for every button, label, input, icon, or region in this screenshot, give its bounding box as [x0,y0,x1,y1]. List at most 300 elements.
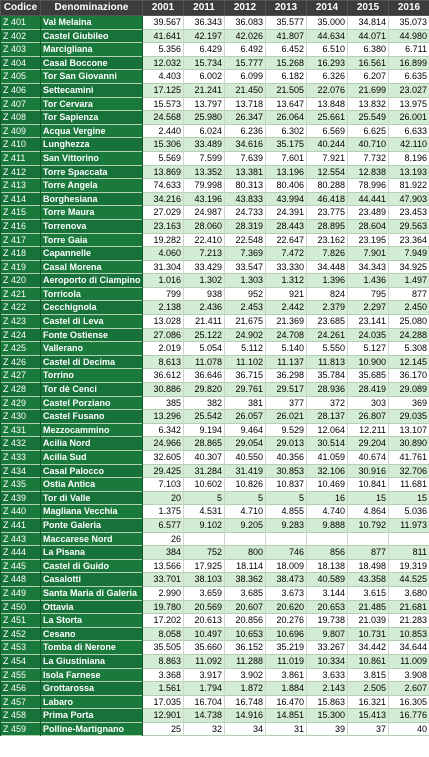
value-2014: 46.418 [307,192,348,206]
code-cell: Z 457 [1,695,41,709]
value-2001: 74.633 [143,179,184,193]
value-2011: 36.646 [184,369,225,383]
value-2013: 13.196 [266,165,307,179]
value-2001: 8.613 [143,355,184,369]
value-2016: 3.680 [389,586,429,600]
name-cell: Torre Spaccata [41,165,143,179]
name-cell: La Giustiniana [41,654,143,668]
value-2001: 35.505 [143,641,184,655]
value-2016: 6.635 [389,70,429,84]
table-row [1,179,429,193]
code-cell: Z 452 [1,627,41,641]
table-row [1,600,429,614]
value-2011: 25.122 [184,328,225,342]
table-row [1,138,429,152]
value-2016: 5.036 [389,505,429,519]
value-2013: 43.994 [266,192,307,206]
value-2001: 36.612 [143,369,184,383]
value-2015: 28.419 [348,383,389,397]
table-row [1,315,429,329]
value-2015: 18.498 [348,559,389,573]
code-cell: Z 433 [1,451,41,465]
code-cell: Z 445 [1,559,41,573]
value-2001: 27.086 [143,328,184,342]
value-2012: 20.607 [225,600,266,614]
value-2012: 16.748 [225,695,266,709]
value-2014: 6.510 [307,43,348,57]
value-2014: 12.554 [307,165,348,179]
code-cell: Z 404 [1,56,41,70]
value-2014: 32.106 [307,464,348,478]
value-2014: 23.685 [307,315,348,329]
value-2013: 746 [266,546,307,560]
value-2012: 13.718 [225,97,266,111]
value-2016: 15 [389,491,429,505]
table-row [1,654,429,668]
name-cell: Val Melaina [41,16,143,30]
table-row [1,70,429,84]
table-row [1,206,429,220]
value-2012: 18.114 [225,559,266,573]
value-2011: 24.987 [184,206,225,220]
name-cell: Tor San Giovanni [41,70,143,84]
value-2014: 34.448 [307,260,348,274]
table-row [1,274,429,288]
value-2012: 33.547 [225,260,266,274]
table-row [1,451,429,465]
value-2012: 3.685 [225,586,266,600]
value-2001: 23.163 [143,219,184,233]
value-2012: 36.083 [225,16,266,30]
value-2012: 20.856 [225,614,266,628]
value-2014: 41.059 [307,451,348,465]
value-2015 [348,532,389,546]
table-row [1,491,429,505]
table-row [1,695,429,709]
value-2015: 1.436 [348,274,389,288]
value-2011: 21.241 [184,83,225,97]
name-cell: La Storta [41,614,143,628]
value-2014: 3.144 [307,586,348,600]
table-row [1,16,429,30]
code-cell: Z 444 [1,546,41,560]
table-row [1,682,429,696]
value-2014: 25.661 [307,111,348,125]
name-cell: Capannelle [41,247,143,261]
name-cell: Ponte Galeria [41,518,143,532]
value-2013: 4.855 [266,505,307,519]
value-2015: 13.832 [348,97,389,111]
code-cell: Z 426 [1,355,41,369]
value-2012: 2.453 [225,301,266,315]
code-cell: Z 401 [1,16,41,30]
name-cell: Vallerano [41,342,143,356]
value-2014: 40.589 [307,573,348,587]
table-row [1,233,429,247]
value-2015: 7.732 [348,151,389,165]
value-2011: 382 [184,396,225,410]
name-cell: Polline-Martignano [41,722,143,736]
name-cell: Casalotti [41,573,143,587]
table-row [1,478,429,492]
value-2015: 6.625 [348,124,389,138]
value-2013: 11.137 [266,355,307,369]
value-2015: 2.505 [348,682,389,696]
value-2011 [184,532,225,546]
value-2012: 24.733 [225,206,266,220]
value-2015: 4.864 [348,505,389,519]
value-2013: 26.021 [266,410,307,424]
value-2016: 29.035 [389,410,429,424]
value-2011: 13.352 [184,165,225,179]
value-2015: 10.792 [348,518,389,532]
value-2016: 81.922 [389,179,429,193]
name-cell: Castel Fusano [41,410,143,424]
value-2012: 381 [225,396,266,410]
value-2015: 23.195 [348,233,389,247]
value-2014: 44.634 [307,29,348,43]
header-2001: 2001 [143,1,184,16]
value-2014: 30.514 [307,437,348,451]
value-2014: 16 [307,491,348,505]
header-2016: 2016 [389,1,429,16]
table-row [1,559,429,573]
value-2014: 19.738 [307,614,348,628]
value-2011: 20.569 [184,600,225,614]
value-2013: 41.807 [266,29,307,43]
value-2012: 10.653 [225,627,266,641]
code-cell: Z 454 [1,654,41,668]
value-2014: 4.740 [307,505,348,519]
name-cell: Acilia Sud [41,451,143,465]
header-codice: Codice [1,1,41,16]
value-2014: 40.244 [307,138,348,152]
value-2001: 6.577 [143,518,184,532]
code-cell: Z 425 [1,342,41,356]
value-2012: 38.362 [225,573,266,587]
value-2015: 21.485 [348,600,389,614]
value-2016: 877 [389,287,429,301]
code-cell: Z 424 [1,328,41,342]
value-2011: 22.410 [184,233,225,247]
name-cell: Prima Porta [41,709,143,723]
value-2016: 24.288 [389,328,429,342]
value-2014: 2.143 [307,682,348,696]
value-2001: 17.202 [143,614,184,628]
value-2012: 3.902 [225,668,266,682]
value-2015: 23.489 [348,206,389,220]
code-cell: Z 429 [1,396,41,410]
code-cell: Z 441 [1,518,41,532]
value-2016: 23.027 [389,83,429,97]
name-cell: Casal Palocco [41,464,143,478]
name-cell: Ottavia [41,600,143,614]
value-2015: 21.699 [348,83,389,97]
value-2011: 20.613 [184,614,225,628]
table-row [1,437,429,451]
value-2016: 40 [389,722,429,736]
value-2013: 40.356 [266,451,307,465]
value-2012: 21.675 [225,315,266,329]
value-2012: 9.464 [225,423,266,437]
value-2012: 40.550 [225,451,266,465]
code-cell: Z 440 [1,505,41,519]
value-2016: 811 [389,546,429,560]
value-2016: 34.925 [389,260,429,274]
value-2013: 30.853 [266,464,307,478]
value-2013: 10.696 [266,627,307,641]
value-2014: 35.784 [307,369,348,383]
value-2016: 29.089 [389,383,429,397]
value-2013: 11.019 [266,654,307,668]
value-2014: 6.326 [307,70,348,84]
value-2013: 9.529 [266,423,307,437]
name-cell: Tor Cervara [41,97,143,111]
value-2016: 30.890 [389,437,429,451]
code-cell: Z 423 [1,315,41,329]
value-2011: 35.660 [184,641,225,655]
value-2011: 31.284 [184,464,225,478]
value-2016: 369 [389,396,429,410]
value-2001: 33.701 [143,573,184,587]
value-2012: 24.902 [225,328,266,342]
value-2001: 6.342 [143,423,184,437]
value-2013: 10.837 [266,478,307,492]
value-2014: 13.848 [307,97,348,111]
value-2015: 37 [348,722,389,736]
value-2014: 11.813 [307,355,348,369]
value-2015: 30.916 [348,464,389,478]
table-row [1,383,429,397]
value-2016: 11.681 [389,478,429,492]
value-2012: 11.288 [225,654,266,668]
value-2014: 7.921 [307,151,348,165]
value-2014: 5.550 [307,342,348,356]
value-2016: 29.563 [389,219,429,233]
code-cell: Z 408 [1,111,41,125]
value-2014: 9.888 [307,518,348,532]
value-2014: 33.267 [307,641,348,655]
value-2014: 2.379 [307,301,348,315]
table-row [1,709,429,723]
value-2016: 2.450 [389,301,429,315]
value-2015: 44.071 [348,29,389,43]
name-cell: La Pisana [41,546,143,560]
value-2011: 33.429 [184,260,225,274]
value-2016: 10.853 [389,627,429,641]
name-cell: Castel di Leva [41,315,143,329]
value-2013: 16.470 [266,695,307,709]
value-2013: 20.276 [266,614,307,628]
value-2013: 7.601 [266,151,307,165]
code-cell: Z 411 [1,151,41,165]
value-2012: 34 [225,722,266,736]
header-2013: 2013 [266,1,307,16]
value-2014: 1.396 [307,274,348,288]
value-2015: 12.838 [348,165,389,179]
value-2016: 47.903 [389,192,429,206]
value-2001: 2.019 [143,342,184,356]
value-2001: 25 [143,722,184,736]
value-2013: 20.620 [266,600,307,614]
value-2012: 29.761 [225,383,266,397]
table-row [1,722,429,736]
table-row [1,328,429,342]
value-2016: 8.196 [389,151,429,165]
table-row [1,614,429,628]
value-2016: 16.899 [389,56,429,70]
value-2013: 3.861 [266,668,307,682]
code-cell: Z 413 [1,179,41,193]
value-2012: 5.112 [225,342,266,356]
value-2013: 14.851 [266,709,307,723]
code-cell: Z 439 [1,491,41,505]
code-cell: Z 435 [1,478,41,492]
value-2011: 33.489 [184,138,225,152]
name-cell: Tor Sapienza [41,111,143,125]
value-2011: 7.213 [184,247,225,261]
value-2015: 3.615 [348,586,389,600]
table-row [1,165,429,179]
value-2001: 13.566 [143,559,184,573]
header-2015: 2015 [348,1,389,16]
table-row [1,111,429,125]
value-2012: 800 [225,546,266,560]
value-2014: 28.137 [307,410,348,424]
value-2016: 34.644 [389,641,429,655]
table-row [1,97,429,111]
name-cell: Tor dè Cenci [41,383,143,397]
table-row [1,56,429,70]
table-row [1,410,429,424]
value-2015: 7.901 [348,247,389,261]
value-2015: 34.814 [348,16,389,30]
value-2016: 36.170 [389,369,429,383]
value-2011: 2.436 [184,301,225,315]
value-2015: 303 [348,396,389,410]
value-2011: 5 [184,491,225,505]
value-2001: 7.103 [143,478,184,492]
value-2013: 29.013 [266,437,307,451]
table-row [1,287,429,301]
name-cell: Ostia Antica [41,478,143,492]
value-2012: 80.313 [225,179,266,193]
value-2014: 18.138 [307,559,348,573]
value-2014: 10.469 [307,478,348,492]
code-cell: Z 456 [1,682,41,696]
table-row [1,151,429,165]
name-cell: Settecamini [41,83,143,97]
value-2012: 31.419 [225,464,266,478]
value-2013: 921 [266,287,307,301]
value-2015: 10.900 [348,355,389,369]
value-2001: 12.901 [143,709,184,723]
table-row [1,627,429,641]
table-row [1,505,429,519]
header-2014: 2014 [307,1,348,16]
value-2014: 7.826 [307,247,348,261]
value-2015: 40.674 [348,451,389,465]
value-2013: 38.473 [266,573,307,587]
code-cell: Z 432 [1,437,41,451]
value-2014: 15.300 [307,709,348,723]
value-2016: 44.980 [389,29,429,43]
value-2012: 4.710 [225,505,266,519]
value-2016: 21.681 [389,600,429,614]
value-2012: 13.381 [225,165,266,179]
value-2001: 4.060 [143,247,184,261]
value-2012: 6.099 [225,70,266,84]
value-2016: 5.308 [389,342,429,356]
code-cell: Z 449 [1,586,41,600]
value-2013: 29.517 [266,383,307,397]
name-cell: Acqua Vergine [41,124,143,138]
value-2015: 15.413 [348,709,389,723]
value-2012: 5 [225,491,266,505]
value-2016: 6.711 [389,43,429,57]
value-2013: 31 [266,722,307,736]
value-2016: 23.453 [389,206,429,220]
value-2012: 34.616 [225,138,266,152]
value-2012: 10.826 [225,478,266,492]
value-2001: 5.356 [143,43,184,57]
table-row [1,247,429,261]
name-cell: Isola Farnese [41,668,143,682]
value-2014: 23.775 [307,206,348,220]
value-2013: 35.175 [266,138,307,152]
value-2011: 6.429 [184,43,225,57]
value-2001: 4.403 [143,70,184,84]
value-2014: 23.162 [307,233,348,247]
value-2012: 42.026 [225,29,266,43]
value-2013: 6.302 [266,124,307,138]
name-cell: Torre Maura [41,206,143,220]
value-2012: 14.916 [225,709,266,723]
value-2015: 28.604 [348,219,389,233]
name-cell: Torrenova [41,219,143,233]
name-cell: Fonte Ostiense [41,328,143,342]
value-2015: 29.204 [348,437,389,451]
name-cell: Tor di Valle [41,491,143,505]
value-2014: 28.936 [307,383,348,397]
value-2001: 13.869 [143,165,184,179]
code-cell: Z 431 [1,423,41,437]
value-2001: 8.863 [143,654,184,668]
value-2011: 25.542 [184,410,225,424]
name-cell: Labaro [41,695,143,709]
value-2012: 29.054 [225,437,266,451]
value-2012: 11.102 [225,355,266,369]
code-cell: Z 409 [1,124,41,138]
value-2011: 38.103 [184,573,225,587]
value-2001: 2.990 [143,586,184,600]
value-2013: 3.673 [266,586,307,600]
value-2016: 7.949 [389,247,429,261]
value-2016: 6.633 [389,124,429,138]
value-2016: 11.973 [389,518,429,532]
value-2001: 39.567 [143,16,184,30]
value-2015: 795 [348,287,389,301]
value-2015: 5.127 [348,342,389,356]
value-2013: 377 [266,396,307,410]
value-2015: 35.685 [348,369,389,383]
value-2015: 10.841 [348,478,389,492]
code-cell: Z 421 [1,287,41,301]
value-2015: 34.343 [348,260,389,274]
value-2011: 1.794 [184,682,225,696]
value-2011: 1.302 [184,274,225,288]
value-2001: 24.966 [143,437,184,451]
